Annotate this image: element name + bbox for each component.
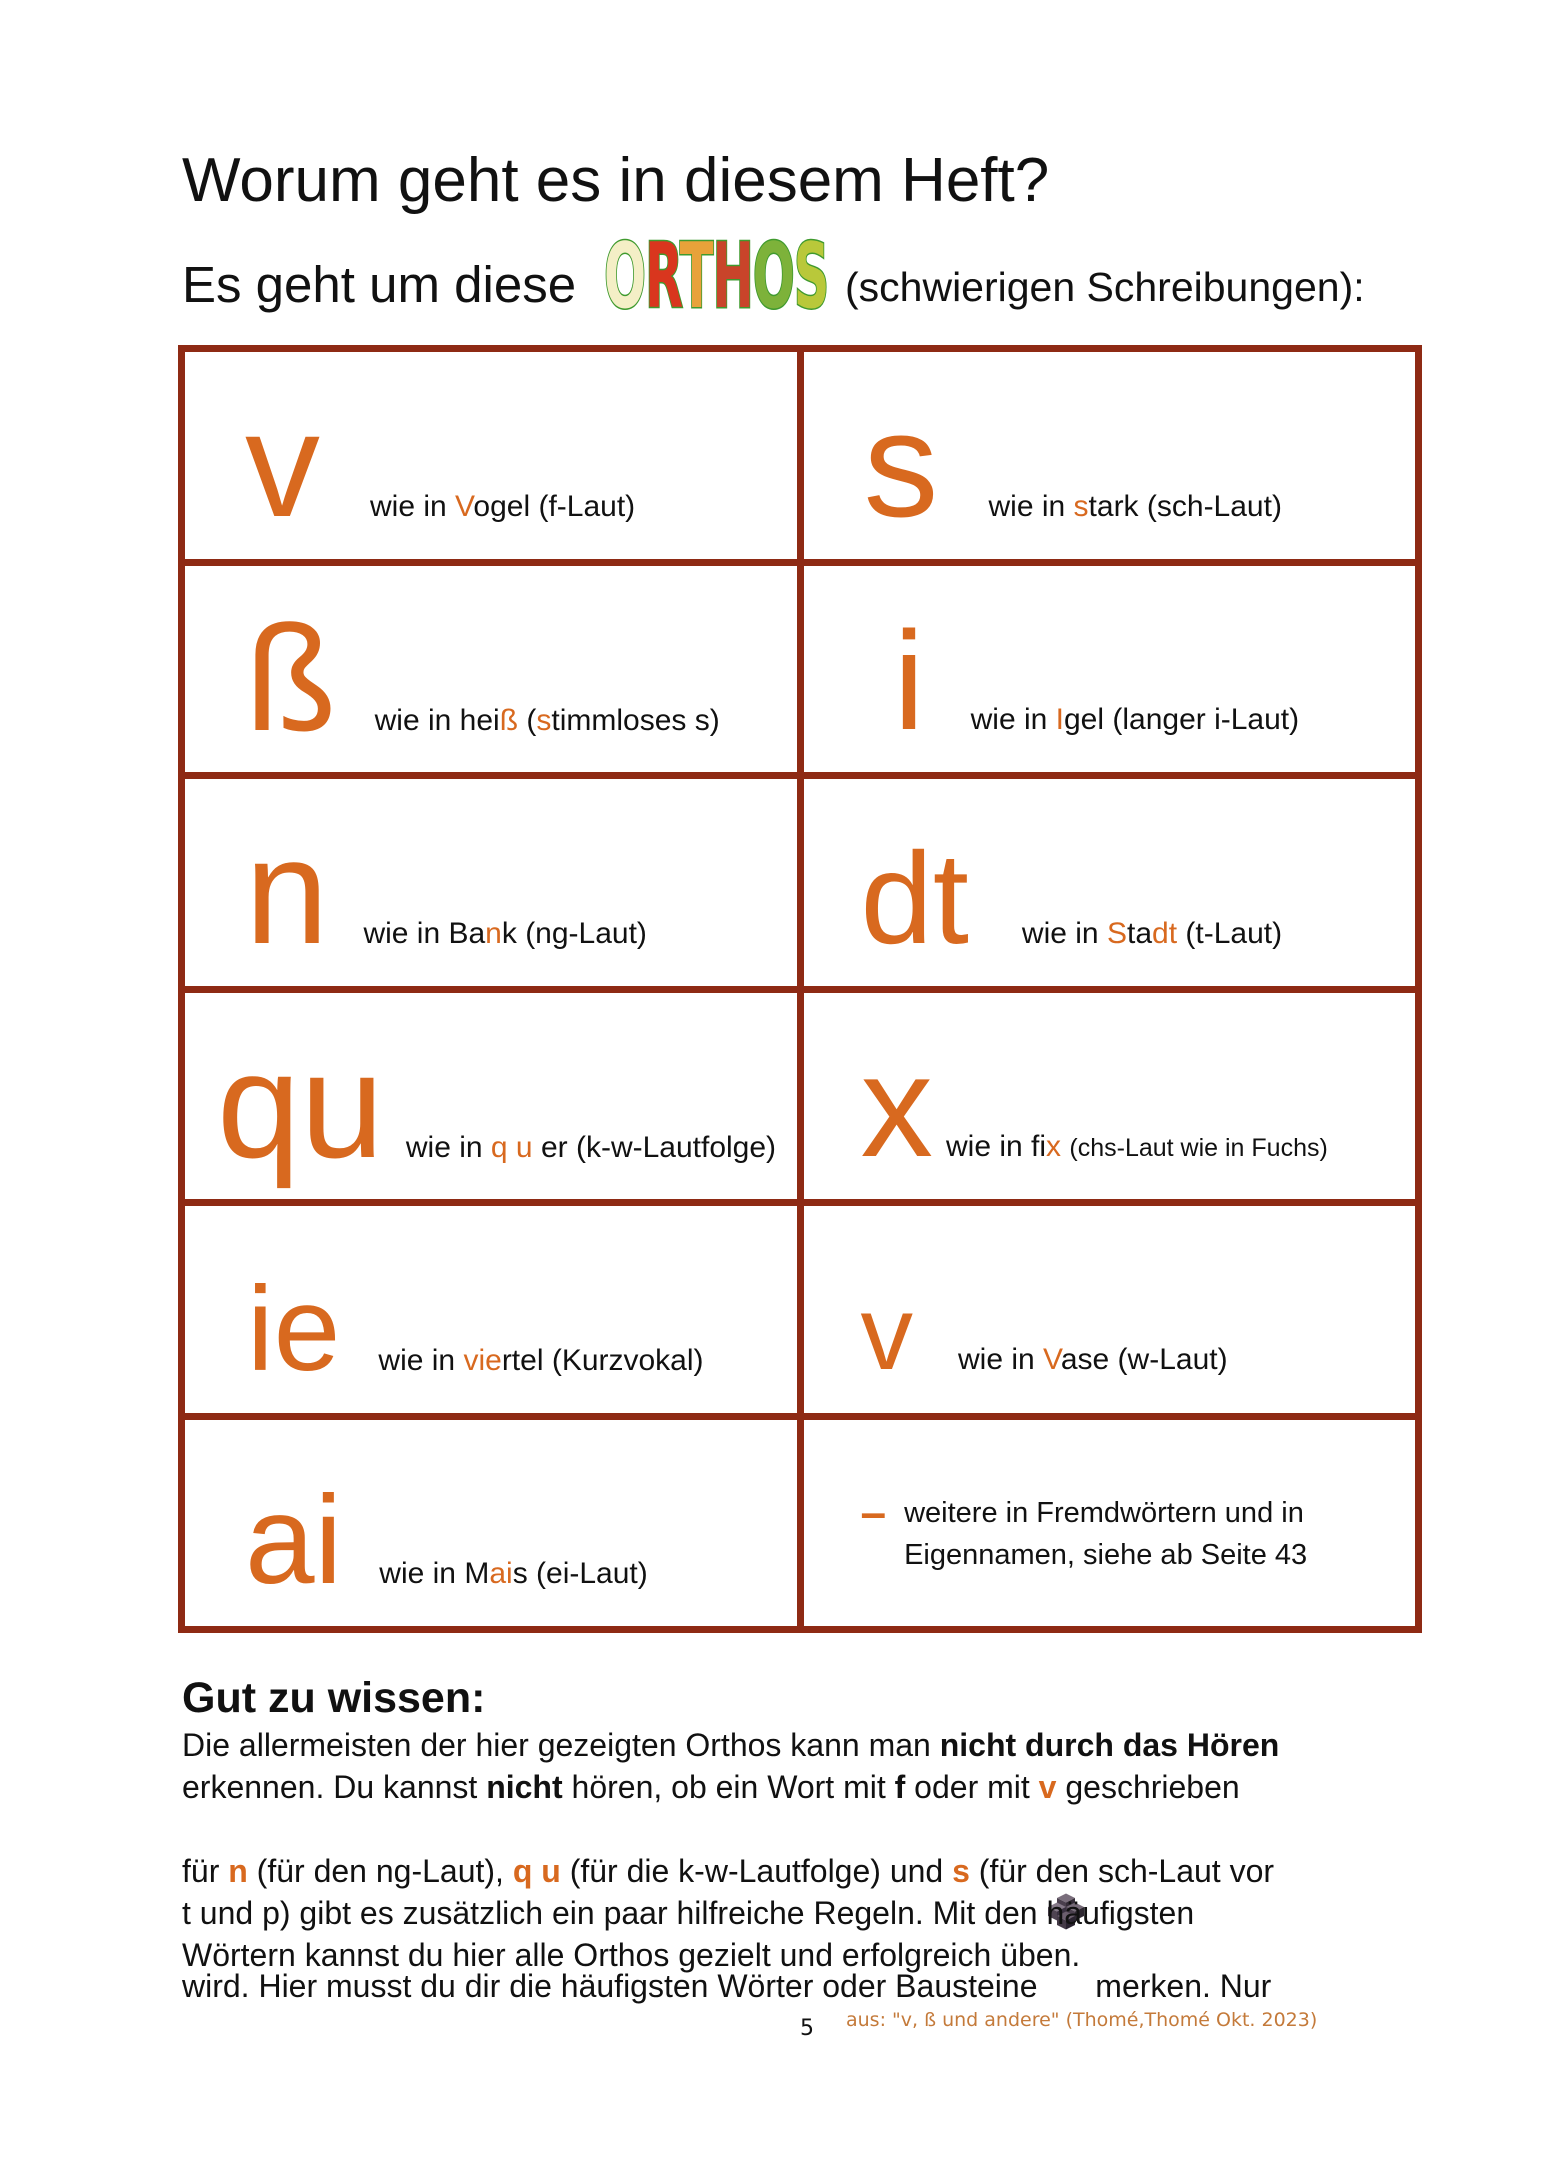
ortho-symbol: ie (247, 1261, 341, 1396)
ortho-cell (804, 993, 1416, 1200)
example-line: weitere in Fremdwörtern und in (904, 1496, 1304, 1529)
example-segment: s (1073, 490, 1089, 523)
ortho-cell (804, 1420, 1416, 1627)
logo-letter: O (752, 224, 794, 329)
ortho-entry (863, 380, 1282, 548)
emphasis-text: v (1038, 1769, 1057, 1805)
emphasis-text: s (952, 1853, 970, 1889)
example-segment: S (1106, 917, 1127, 950)
example-segment: timmloses s) (551, 703, 720, 737)
ortho-example (946, 1130, 1328, 1164)
example-segment: ß (499, 703, 519, 737)
ortho-cell (185, 993, 797, 1200)
example-segment: wie in M (379, 1556, 490, 1590)
ortho-entry (860, 1275, 1228, 1392)
emphasis-text: nicht (486, 1769, 563, 1805)
text-segment: für (182, 1853, 229, 1889)
example-segment: wie in Ba (363, 917, 486, 950)
example-line: Eigennamen, siehe ab Seite 43 (904, 1538, 1308, 1571)
page-title: Worum geht es in diesem Heft? (182, 146, 1050, 215)
example-segment: V (455, 490, 474, 523)
example-segment: wie in (378, 1343, 464, 1377)
ortho-symbol: – (860, 1485, 887, 1538)
text-segment: (für den sch-Laut vor (969, 1853, 1275, 1889)
example-segment: ase (w-Laut) (1060, 1343, 1228, 1376)
source-citation: aus: "v, ß und andere" (Thomé,Thomé Okt. 2023) (846, 2009, 1318, 2031)
example-segment: ( (518, 703, 537, 737)
ortho-entry (245, 593, 720, 762)
text-segment: (für die k-w-Lautfolge) und (560, 1853, 953, 1889)
ortho-example (370, 490, 635, 524)
ortho-entry (217, 1020, 777, 1189)
ortho-example (971, 703, 1300, 737)
ortho-symbol: x (860, 1025, 933, 1187)
ortho-entry (245, 380, 636, 548)
ortho-symbol: ai (245, 1470, 343, 1610)
example-segment: tark (sch-Laut) (1088, 490, 1282, 523)
example-segment: wie in (958, 1343, 1044, 1376)
ortho-example (375, 704, 720, 738)
example-segment: vie (463, 1343, 502, 1377)
text-segment: geschrieben (1056, 1769, 1240, 1805)
ortho-example (406, 1131, 776, 1165)
example-segment: I (1055, 703, 1064, 736)
example-segment: V (1043, 1343, 1061, 1376)
ortho-example (378, 1344, 703, 1378)
example-segment: k (ng-Laut) (501, 917, 647, 950)
example-segment: wie in fi (946, 1130, 1047, 1163)
text-segment: (für den ng-Laut), (247, 1853, 513, 1889)
text-segment: merken. Nur (1086, 1968, 1272, 2004)
info-heading: Gut zu wissen: (182, 1674, 486, 1722)
logo-letter: H (712, 224, 753, 329)
example-segment: dt (1152, 917, 1178, 950)
ortho-cell (185, 352, 797, 559)
info-line (182, 1724, 1279, 1766)
text-segment: t und p) gibt es zusätzlich ein paar hilfreiche Regeln. Mit den häufigsten (182, 1895, 1195, 1931)
ortho-cell (185, 1206, 797, 1413)
ortho-cell (185, 566, 797, 773)
ortho-example (904, 1492, 1307, 1576)
info-line (182, 1850, 1279, 1892)
logo-letter: T (679, 224, 713, 329)
ortho-symbol: v (245, 380, 320, 548)
ortho-entry (245, 807, 647, 975)
example-segment: ai (489, 1556, 513, 1590)
ortho-symbol: ß (245, 593, 337, 762)
ortho-entry (247, 1261, 704, 1396)
example-segment: s (536, 703, 552, 737)
text-segment: Wörtern kannst du hier alle Orthos gezielt und erfolgreich üben. (182, 1937, 1081, 1973)
ortho-example (1022, 917, 1282, 951)
info-line (182, 1766, 1279, 1808)
info-paragraph (182, 1724, 1280, 2004)
example-segment: (t-Laut) (1177, 917, 1283, 950)
example-segment: n (485, 917, 502, 950)
example-segment: wie in (970, 703, 1056, 736)
ortho-entry (860, 1025, 1328, 1187)
ortho-entry (245, 1470, 648, 1610)
ortho-example (363, 917, 647, 951)
ortho-symbol: i (893, 602, 925, 759)
text-segment: erkennen. Du kannst (182, 1769, 487, 1805)
example-segment: x (1046, 1130, 1062, 1163)
ortho-entry (860, 825, 1283, 971)
example-segment: wie in (405, 1130, 491, 1164)
ortho-symbol: qu (217, 1020, 384, 1189)
example-segment: rtel (Kurzvokal) (501, 1343, 704, 1377)
text-segment: hören, ob ein Wort mit (562, 1769, 895, 1805)
text-segment: Die allermeisten der hier gezeigten Orthos kann man (182, 1727, 940, 1763)
example-segment: (chs-Laut wie in Fuchs) (1069, 1134, 1328, 1162)
example-segment: wie in hei (374, 703, 500, 737)
logo-letter: R (644, 224, 680, 329)
page-number: 5 (800, 2016, 814, 2041)
example-segment: ogel (f-Laut) (473, 490, 636, 523)
ortho-symbol: dt (860, 825, 969, 971)
logo-letter: S (793, 224, 829, 329)
emphasis-text: f (894, 1769, 906, 1805)
ortho-symbol: v (860, 1275, 913, 1392)
ortho-symbol: n (245, 807, 329, 975)
subtitle-lead: Es geht um diese (182, 256, 577, 313)
info-line (182, 1892, 1279, 1934)
text-segment: wird. Hier musst du dir die häufigsten Wörter oder Bausteine (182, 1968, 1047, 2004)
ortho-cell (804, 1206, 1416, 1413)
building-blocks-icon (1046, 1808, 1086, 1848)
logo-letter: O (604, 224, 645, 329)
ortho-cell (804, 352, 1416, 559)
example-segment: ta (1126, 917, 1153, 950)
orthos-logo (604, 224, 836, 329)
emphasis-text: n (228, 1853, 248, 1889)
emphasis-text: q u (512, 1853, 561, 1889)
ortho-cell (185, 779, 797, 986)
example-segment: q u (490, 1130, 533, 1164)
example-segment: wie in (370, 490, 456, 523)
ortho-symbol: s (863, 380, 939, 548)
text-segment: oder mit (905, 1769, 1039, 1805)
emphasis-text: nicht durch das Hören (939, 1727, 1280, 1763)
ortho-cell (804, 566, 1416, 773)
orthos-logo-lettering (604, 224, 829, 329)
ortho-cell (185, 1420, 797, 1627)
example-segment: wie in (988, 490, 1074, 523)
ortho-example (958, 1343, 1228, 1377)
ortho-entry (860, 1485, 1308, 1576)
ortho-example (989, 490, 1282, 524)
ortho-entry (893, 602, 1300, 759)
example-segment: er (k-w-Lautfolge) (532, 1130, 777, 1164)
ortho-cell (804, 779, 1416, 986)
subtitle-trail: (schwierigen Schreibungen): (845, 264, 1365, 310)
example-segment: wie in (1021, 917, 1107, 950)
example-segment: gel (langer i-Laut) (1064, 703, 1300, 736)
ortho-example (379, 1557, 647, 1591)
orthos-table (178, 345, 1422, 1633)
example-segment: s (ei-Laut) (512, 1556, 648, 1590)
